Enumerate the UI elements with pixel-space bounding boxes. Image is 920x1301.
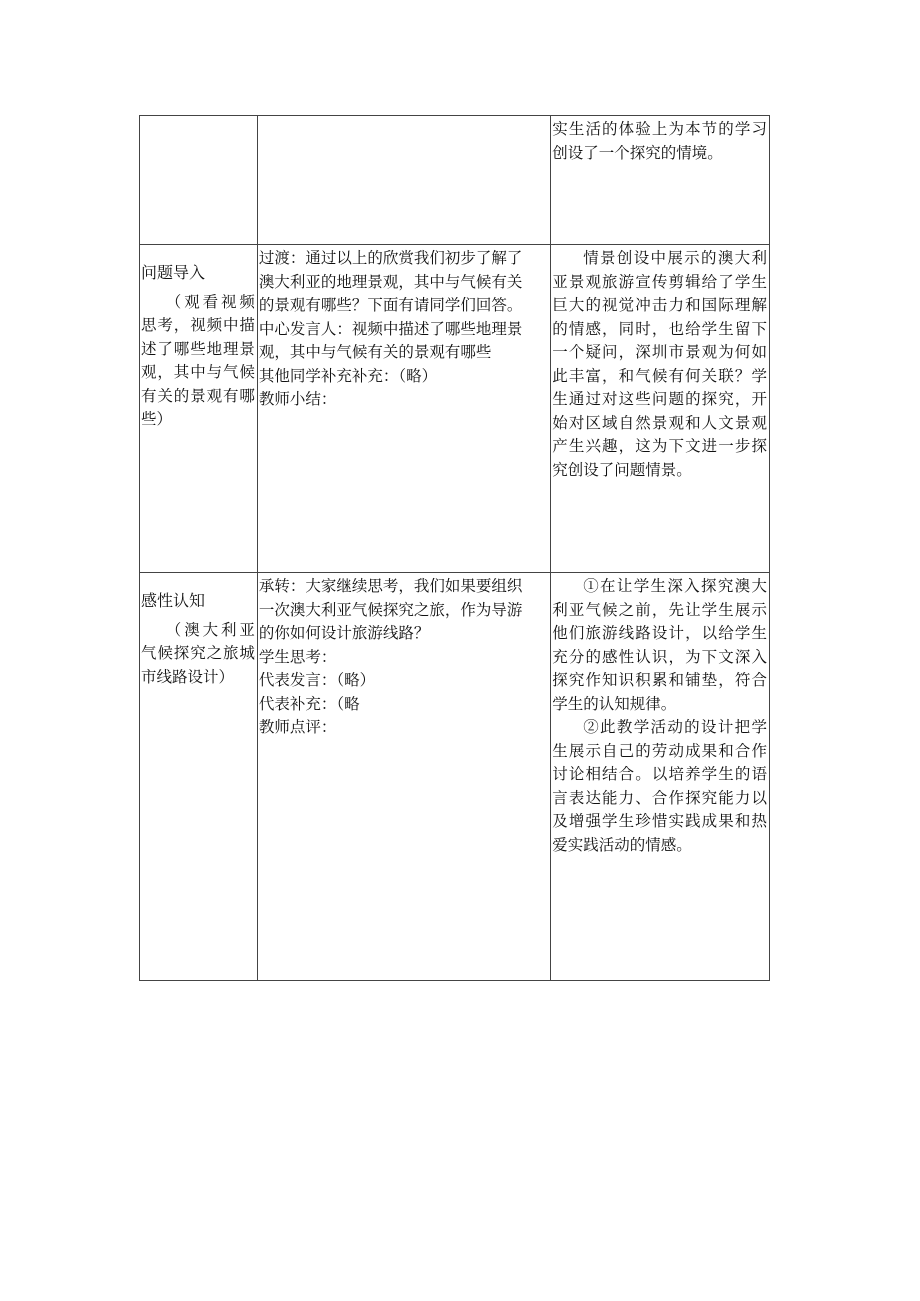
teacher-line: 的景观有哪些？下面有请同学们回答。 [258,296,523,314]
teacher-line: 的你如何设计旅游线路？ [258,624,430,642]
stage-cell [140,116,258,245]
stage-note: （观看视频思考，视频中描述了哪些地理景观，其中与气候有关的景观有哪些） [141,292,255,428]
design-paragraph: ②此教学活动的设计把学生展示自己的劳动成果和合作讨论相结合。以培养学生的语言表达能力、合作探究能力以及增强学生珍惜实践成果和热爱实践活动的情感。 [552,718,767,854]
design-paragraph: 情景创设中展示的澳大利亚景观旅游宣传剪辑给了学生巨大的视觉冲击力和国际理解的情感，同时，也给学生留下一个疑问，深圳市景观为何如此丰富，和气候有何关联？学生通过对这些问题的探究，开始对区域自然景观和人文景观产生兴趣，这为下文进一步探究创设了问题情景。 [552,249,767,479]
teacher-line: 代表发言：（略） [258,671,376,689]
teacher-line: 观，其中与气候有关的景观有哪些 [258,343,492,361]
teacher-line: 其他同学补充补充：（略） [258,366,438,385]
teacher-line: 承转：大家继续思考，我们如果要组织 [258,577,523,595]
design-paragraph: 实生活的体验上为本节的学习创设了一个探究的情境。 [552,120,767,162]
stage-title: 感性认知 [141,591,206,610]
lesson-plan-table [139,115,770,981]
teacher-activity-cell [257,245,550,573]
teacher-line: 过渡：通过以上的欣赏我们初步了解了 [258,249,523,267]
teacher-activity-cell [257,573,550,981]
teacher-activity-cell [257,116,550,245]
teacher-line: 澳大利亚的地理景观，其中与气候有关 [258,272,523,291]
table-row [140,573,770,981]
stage-cell [140,245,258,573]
design-intent-cell [551,573,770,981]
design-paragraph: ①在让学生深入探究澳大利亚气候之前，先让学生展示他们旅游线路设计，以给学生充分的感性认识，为下文深入探究作知识积累和铺垫，符合学生的认知规律。 [552,577,767,713]
stage-cell [140,573,258,981]
design-intent-cell [551,245,770,573]
teacher-line: 中心发言人：视频中描述了哪些地理景 [258,319,523,338]
teacher-line: 教师小结： [258,390,337,408]
teacher-line: 学生思考： [258,647,337,666]
teacher-line: 一次澳大利亚气候探究之旅，作为导游 [258,600,523,619]
table-row [140,245,770,573]
table-row [140,116,770,245]
teacher-line: 代表补充：（略 [258,694,360,713]
stage-note: （澳大利亚气候探究之旅城市线路设计） [141,620,255,686]
teacher-line: 教师点评： [258,718,337,736]
design-intent-cell [551,116,770,245]
stage-title: 问题导入 [141,263,206,282]
